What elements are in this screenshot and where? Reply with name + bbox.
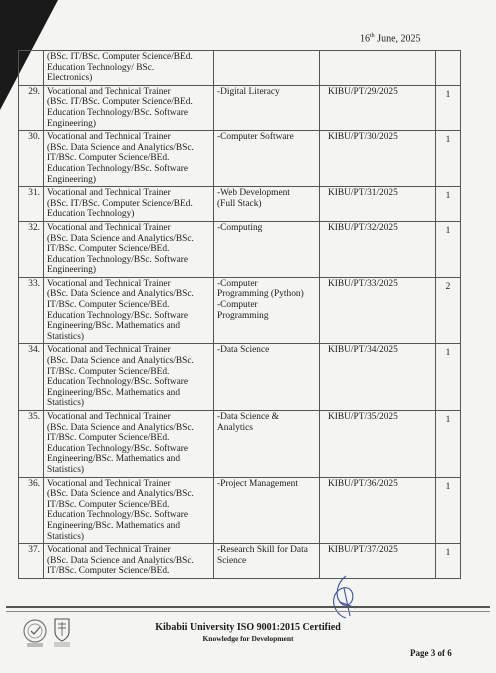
- reference-number: KIBU/PT/31/2025: [320, 187, 436, 222]
- position-title: [44, 85, 214, 130]
- positions-count: 1: [436, 187, 461, 222]
- table-row: [19, 344, 461, 411]
- positions-count: 1: [436, 544, 461, 579]
- positions-count: [436, 51, 461, 86]
- area-of-specialization: [214, 187, 320, 222]
- position-title: [44, 187, 214, 222]
- position-line: Vocational and Technical Trainer: [47, 132, 171, 143]
- area-line: -Computer: [217, 300, 258, 311]
- position-line: Vocational and Technical Trainer: [47, 345, 171, 356]
- positions-count: 1: [436, 411, 461, 478]
- position-line: Education Technology/BSc. Software: [47, 254, 189, 265]
- position-line: (BSc. IT/BSc. Computer Science/BEd.: [47, 198, 193, 209]
- area-of-specialization: [214, 477, 320, 544]
- position-line: (BSc. Data Science and Analytics/BSc.: [47, 233, 194, 244]
- position-line: Vocational and Technical Trainer: [47, 222, 171, 233]
- position-line: (BSc. Data Science and Analytics/BSc.: [47, 142, 194, 153]
- position-title: [44, 277, 214, 344]
- area-line: Programming (Python): [217, 289, 304, 300]
- table-row: [19, 187, 461, 222]
- reference-number: KIBU/PT/35/2025: [320, 411, 436, 478]
- positions-count: 1: [436, 221, 461, 277]
- position-line: (BSc. Data Science and Analytics/BSc.: [47, 356, 194, 367]
- position-line: (BSc. Data Science and Analytics/BSc.: [47, 289, 194, 300]
- table-row: [19, 544, 461, 579]
- position-title: [44, 131, 214, 187]
- area-line: -Digital Literacy: [217, 86, 280, 97]
- position-title: [44, 221, 214, 277]
- position-title: [44, 51, 214, 86]
- row-number: 34.: [19, 344, 44, 411]
- reference-number: KIBU/PT/34/2025: [320, 344, 436, 411]
- position-line: Vocational and Technical Trainer: [47, 188, 171, 199]
- position-line: Vocational and Technical Trainer: [47, 86, 171, 97]
- area-of-specialization: [214, 277, 320, 344]
- position-line: Statistics): [47, 331, 84, 342]
- position-title: [44, 477, 214, 544]
- position-line: (BSc. IT/BSc. Computer Science/BEd.: [47, 97, 193, 108]
- position-line: IT/BSc. Computer Science/BEd.: [47, 366, 170, 377]
- position-line: Engineering/BSc. Mathematics and: [47, 520, 181, 531]
- area-line: -Web Development: [217, 188, 290, 199]
- area-of-specialization: [214, 544, 320, 579]
- area-of-specialization: [214, 221, 320, 277]
- position-line: Statistics): [47, 464, 84, 475]
- area-of-specialization: [214, 344, 320, 411]
- position-line: Engineering): [47, 174, 96, 185]
- row-number: 32.: [19, 221, 44, 277]
- positions-count: 1: [436, 344, 461, 411]
- position-line: (BSc. Data Science and Analytics/BSc.: [47, 489, 194, 500]
- position-line: IT/BSc. Computer Science/BEd.: [47, 244, 170, 255]
- position-line: Education Technology/BSc. Software: [47, 107, 189, 118]
- position-line: (BSc. Data Science and Analytics/BSc.: [47, 422, 194, 433]
- signature: [326, 572, 362, 622]
- area-line: Analytics: [217, 422, 253, 433]
- table-row: [19, 221, 461, 277]
- area-line: -Computing: [217, 222, 263, 233]
- area-line: -Data Science: [217, 345, 270, 356]
- position-line: Vocational and Technical Trainer: [47, 478, 171, 489]
- position-line: (BSc. Data Science and Analytics/BSc.: [47, 555, 194, 566]
- reference-number: [320, 51, 436, 86]
- table-row: [19, 131, 461, 187]
- area-of-specialization: [214, 131, 320, 187]
- reference-number: KIBU/PT/29/2025: [320, 85, 436, 130]
- row-number: 30.: [19, 131, 44, 187]
- area-line: -Computer: [217, 278, 258, 289]
- position-title: [44, 411, 214, 478]
- position-line: Vocational and Technical Trainer: [47, 412, 171, 422]
- row-number: 35.: [19, 411, 44, 478]
- footer-title: Kibabii University ISO 9001:2015 Certified: [155, 622, 341, 633]
- reference-number: KIBU/PT/36/2025: [320, 477, 436, 544]
- page-number: Page 3 of 6: [410, 648, 452, 658]
- table-row: [19, 477, 461, 544]
- position-line: IT/BSc. Computer Science/BEd.: [47, 566, 170, 577]
- position-line: Statistics): [47, 398, 84, 409]
- position-line: Education Technology/BSc. Software: [47, 310, 189, 321]
- area-of-specialization: [214, 411, 320, 478]
- area-line: Science: [217, 555, 247, 566]
- document-date: 16th June, 2025: [360, 33, 421, 45]
- position-line: IT/BSc. Computer Science/BEd.: [47, 300, 170, 311]
- position-line: Engineering): [47, 118, 96, 129]
- footer-divider: [6, 606, 490, 612]
- area-line: -Project Management: [217, 478, 298, 489]
- position-line: Education Technology): [47, 209, 135, 220]
- position-line: Education Technology/BSc. Software: [47, 163, 189, 174]
- position-line: Engineering): [47, 265, 96, 276]
- position-line: IT/BSc. Computer Science/BEd.: [47, 499, 170, 510]
- position-title: [44, 544, 214, 579]
- row-number: 36.: [19, 477, 44, 544]
- area-of-specialization: [214, 85, 320, 130]
- positions-count: 1: [436, 85, 461, 130]
- area-line: (Full Stack): [217, 198, 262, 209]
- row-number: 29.: [19, 85, 44, 130]
- row-number: 37.: [19, 544, 44, 579]
- position-line: Electronics): [47, 73, 93, 84]
- area-line: -Data Science &: [217, 412, 279, 422]
- position-line: Vocational and Technical Trainer: [47, 545, 171, 556]
- area-line: -Research Skill for Data: [217, 545, 308, 556]
- positions-count: 2: [436, 277, 461, 344]
- reference-number: KIBU/PT/37/2025: [320, 544, 436, 579]
- row-number: 31.: [19, 187, 44, 222]
- position-line: Education Technology/ BSc.: [47, 62, 155, 73]
- position-line: Education Technology/BSc. Software: [47, 510, 189, 521]
- position-line: (BSc. IT/BSc. Computer Science/BEd.: [47, 52, 193, 62]
- position-line: Engineering/BSc. Mathematics and: [47, 387, 181, 398]
- reference-number: KIBU/PT/33/2025: [320, 277, 436, 344]
- reference-number: KIBU/PT/32/2025: [320, 221, 436, 277]
- reference-number: KIBU/PT/30/2025: [320, 131, 436, 187]
- area-of-specialization: [214, 51, 320, 86]
- position-line: Engineering/BSc. Mathematics and: [47, 321, 181, 332]
- table-row: [19, 85, 461, 130]
- position-line: Vocational and Technical Trainer: [47, 278, 171, 289]
- positions-count: 1: [436, 477, 461, 544]
- position-title: [44, 344, 214, 411]
- table-row: [19, 411, 461, 478]
- position-line: Engineering/BSc. Mathematics and: [47, 454, 181, 465]
- area-line: -Computer Software: [217, 132, 294, 143]
- row-number: [19, 51, 44, 86]
- positions-count: 1: [436, 131, 461, 187]
- position-line: Education Technology/BSc. Software: [47, 377, 189, 388]
- footer-subtitle: Knowledge for Development: [202, 634, 294, 643]
- position-line: Education Technology/BSc. Software: [47, 443, 189, 454]
- positions-table: [18, 50, 461, 579]
- position-line: IT/BSc. Computer Science/BEd.: [47, 153, 170, 164]
- row-number: 33.: [19, 277, 44, 344]
- area-line: Programming: [217, 310, 269, 321]
- table-row: [19, 277, 461, 344]
- position-line: Statistics): [47, 531, 84, 542]
- position-line: IT/BSc. Computer Science/BEd.: [47, 433, 170, 444]
- table-row: [19, 51, 461, 86]
